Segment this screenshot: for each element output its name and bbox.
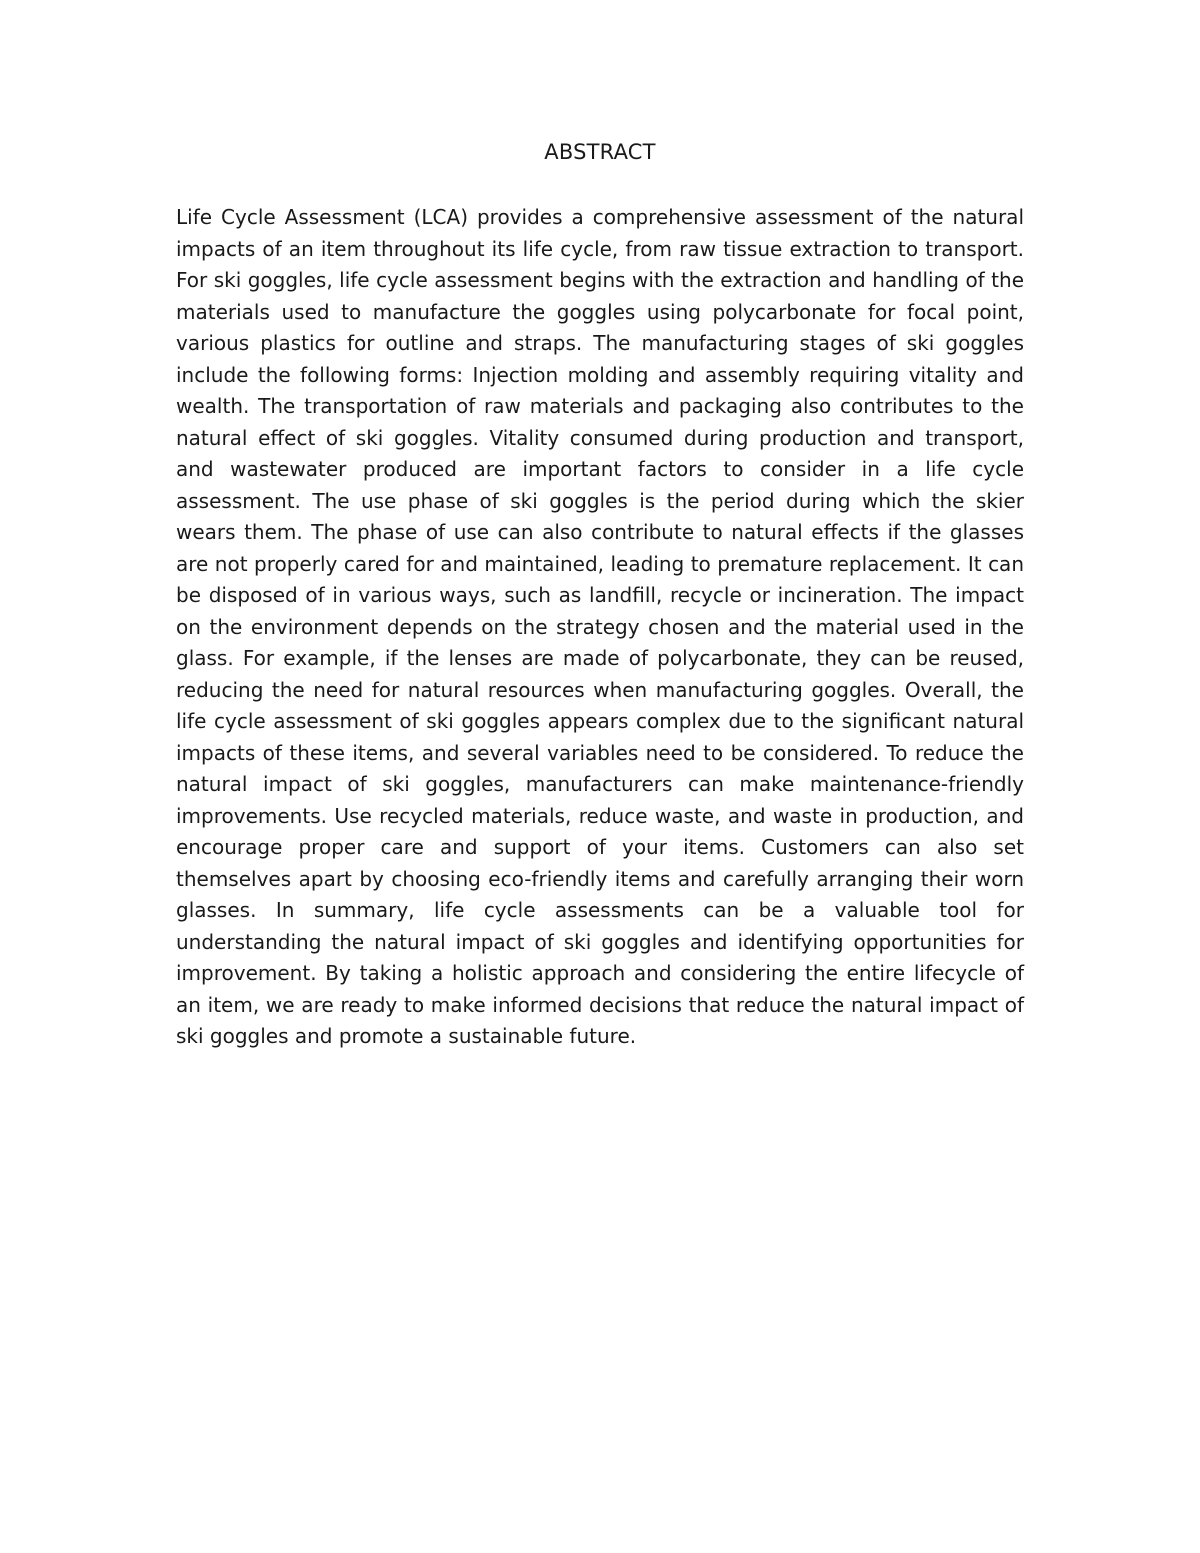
abstract-body-paragraph: Life Cycle Assessment (LCA) provides a comprehensive assessment of the natural impacts of an item throughout its life cycle, from raw tissue extraction to transport. For ski goggles, life cycle assessment begins with the extraction and handling of the materials used to manufacture the goggles using polycarbonate for focal point, various plastics for outline and straps. The manufacturing stages of ski goggles include the following forms: Injection molding and assembly requiring vitality and wealth. The transportation of raw materials and packaging also contributes to the natural effect of ski goggles. Vitality consumed during production and transport, and wastewater produced are important factors to consider in a life cycle assessment. The use phase of ski goggles is the period during which the skier wears them. The phase of use can also contribute to natural effects if the glasses are not properly cared for and maintained, leading to premature replacement. It can be disposed of in various ways, such as landfill, recycle or incineration. The impact on the environment depends on the strategy chosen and the material used in the glass. For example, if the lenses are made of polycarbonate, they can be reused, reducing the need for natural resources when manufacturing goggles. Overall, the life cycle assessment of ski goggles appears complex due to the significant natural impacts of these items, and several variables need to be considered. To reduce the natural impact of ski goggles, manufacturers can make maintenance-friendly improvements. Use recycled materials, reduce waste, and waste in production, and encourage proper care and support of your items. Customers can also set themselves apart by choosing eco-friendly items and carefully arranging their worn glasses. In summary, life cycle assessments can be a valuable tool for understanding the natural impact of ski goggles and identifying opportunities for improvement. By taking a holistic approach and considering the entire lifecycle of an item, we are ready to make informed decisions that reduce the natural impact of ski goggles and promote a sustainable future. <box>176 205 1024 1048</box>
abstract-heading: ABSTRACT <box>544 140 656 164</box>
